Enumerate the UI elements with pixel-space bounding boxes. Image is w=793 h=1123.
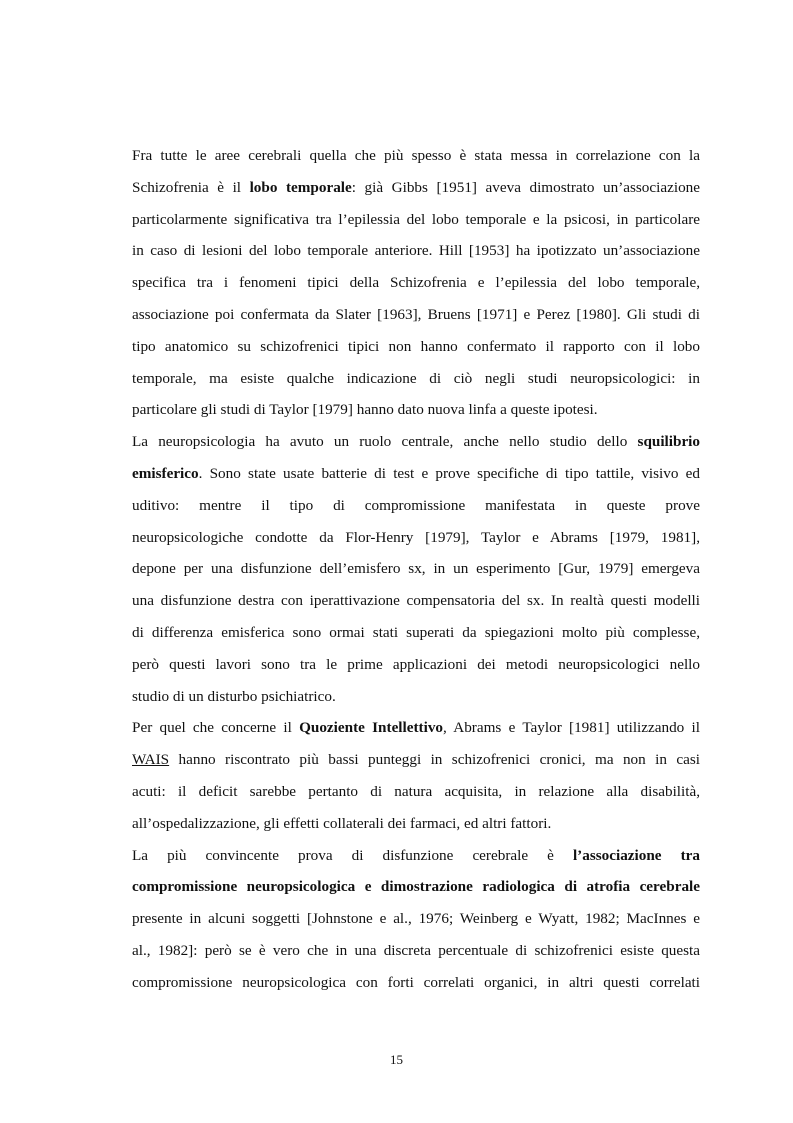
text-line [132,394,700,426]
text-line [132,140,700,172]
text-segment: compromissione neuropsicologica con forti correlati organici, in altri questi correlati [132,973,700,991]
text-line [132,967,700,999]
text-segment: acuti: il deficit sarebbe pertanto di natura acquisita, in relazione alla disabilità, [132,782,700,800]
text-line [132,331,700,363]
text-segment: però questi lavori sono tra le prime applicazioni dei metodi neuropsicologici nello [132,655,700,673]
text-line [132,299,700,331]
text-segment: . Sono state usate batterie di test e prove specifiche di tipo tattile, visivo ed [198,464,700,482]
text-line [132,585,700,617]
text-segment: particolarmente significativa tra l’epilessia del lobo temporale e la psicosi, in particolare [132,210,700,228]
text-segment: in caso di lesioni del lobo temporale anteriore. Hill [1953] ha ipotizzato un’associazione [132,242,700,260]
text-line [132,553,700,585]
text-segment: La più convincente prova di disfunzione cerebrale è [132,846,573,864]
text-line [132,490,700,522]
text-segment: di differenza emisferica sono ormai stati superati da spiegazioni molto più complesse, [132,623,700,641]
text-segment: Per quel che concerne il [132,719,300,737]
text-segment: La neuropsicologia ha avuto un ruolo centrale, anche nello studio dello [132,433,638,451]
text-segment: una disfunzione destra con iperattivazione compensatoria del sx. In realtà questi modelli [132,592,700,610]
text-line [132,840,700,872]
text-line [132,458,700,490]
text-line [132,903,700,935]
text-line [132,204,700,236]
text-line [132,522,700,554]
text-segment: Schizofrenia è il [132,178,250,196]
text-line [132,935,700,967]
text-segment: al., 1982]: però se è vero che in una discreta percentuale di schizofrenici esiste questa [132,941,700,959]
text-line [132,776,700,808]
text-line [132,172,700,204]
bold-text: compromissione neuropsicologica e dimostrazione radiologica di atrofia cerebrale [132,878,700,896]
text-line [132,808,700,840]
underlined-text: WAIS [132,751,170,769]
text-segment: : già Gibbs [1951] aveva dimostrato un’associazione [351,178,700,196]
text-segment: temporale, ma esiste qualche indicazione di ciò negli studi neuropsicologici: in [132,369,700,387]
text-line [132,267,700,299]
text-line [132,744,700,776]
text-line [132,235,700,267]
text-segment: studio di un disturbo psichiatrico. [132,687,336,705]
text-segment: particolare gli studi di Taylor [1979] hanno dato nuova linfa a queste ipotesi. [132,401,598,419]
bold-text: lobo temporale [249,178,352,196]
text-segment: depone per una disfunzione dell’emisfero sx, in un esperimento [Gur, 1979] emergeva [132,560,700,578]
bold-text: emisferico [132,464,199,482]
text-segment: neuropsicologiche condotte da Flor-Henry [1979], Taylor e Abrams [1979, 1981], [132,528,700,546]
text-segment: associazione poi confermata da Slater [1963], Bruens [1971] e Perez [1980]. Gli studi di [132,305,700,323]
text-line [132,871,700,903]
text-segment: tipo anatomico su schizofrenici tipici non hanno confermato il rapporto con il lobo [132,337,700,355]
text-segment: hanno riscontrato più bassi punteggi in schizofrenici cronici, ma non in casi [169,751,700,769]
text-line [132,712,700,744]
text-segment: all’ospedalizzazione, gli effetti collaterali dei farmaci, ed altri fattori. [132,814,552,832]
text-segment: specifica tra i fenomeni tipici della Schizofrenia e l’epilessia del lobo temporale, [132,274,700,292]
text-line [132,681,700,713]
text-line [132,617,700,649]
body-text [132,140,700,999]
text-line [132,363,700,395]
text-segment: Fra tutte le aree cerebrali quella che più spesso è stata messa in correlazione con la [132,147,700,164]
text-segment: , Abrams e Taylor [1981] utilizzando il [443,719,700,737]
bold-text: Quoziente Intellettivo [299,719,444,737]
text-line [132,426,700,458]
text-line [132,649,700,681]
text-segment: uditivo: mentre il tipo di compromissione manifestata in queste prove [132,496,700,514]
bold-text: squilibrio [637,433,700,451]
text-segment: presente in alcuni soggetti [Johnstone e al., 1976; Weinberg e Wyatt, 1982; MacInnes e [132,910,700,928]
page-number: 15 [390,1052,403,1067]
bold-text: l’associazione tra [572,846,700,864]
